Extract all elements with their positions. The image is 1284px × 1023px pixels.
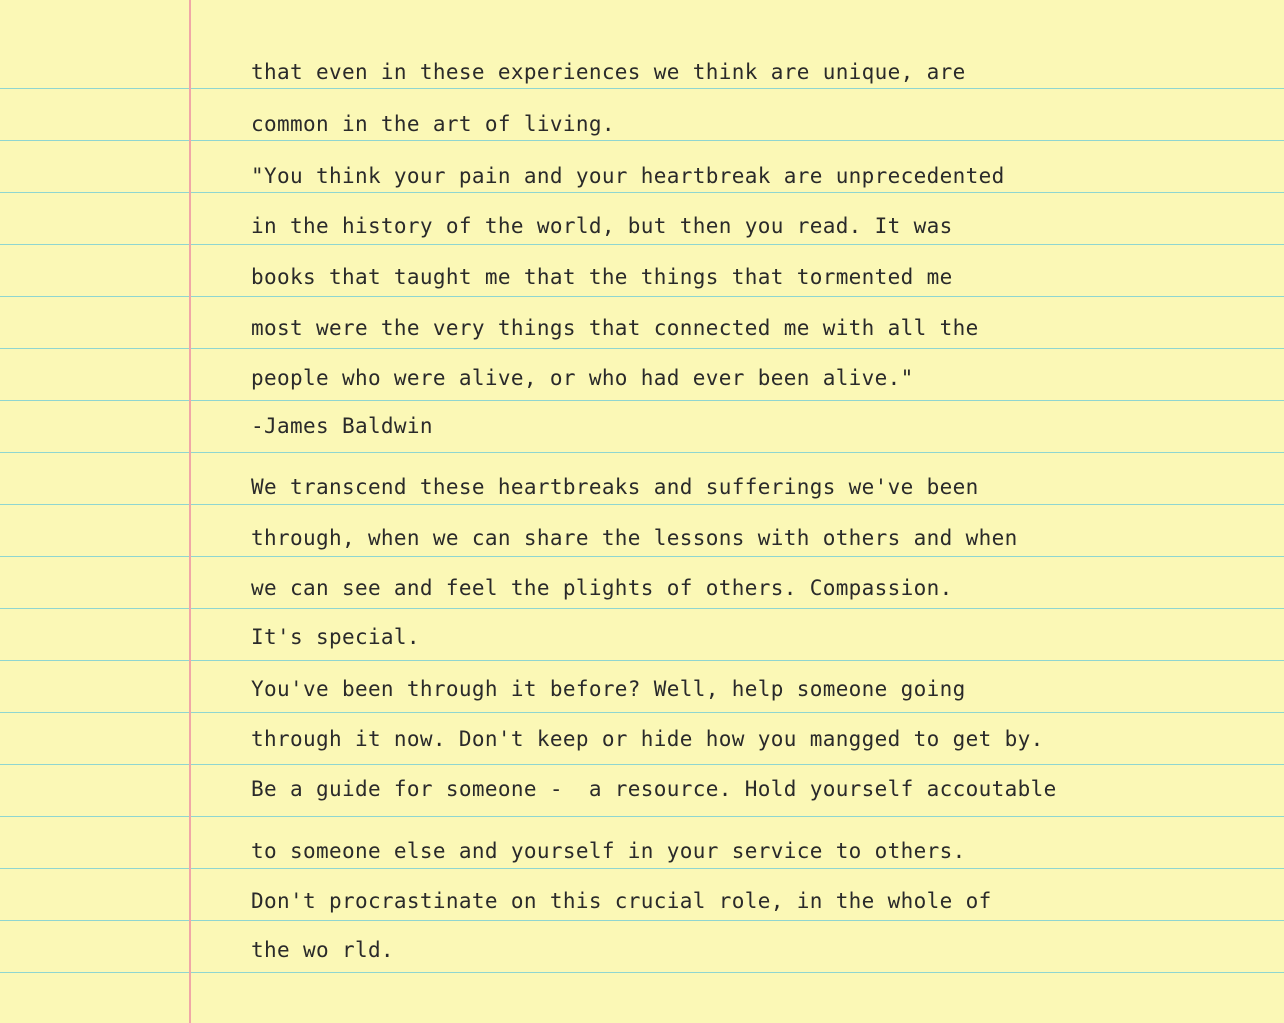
ruled-line (0, 660, 1284, 661)
typed-line-17: Don't procrastinate on this crucial role, in the whole of (251, 889, 992, 913)
typed-line-5: books that taught me that the things that tormented me (251, 265, 953, 289)
ruled-line (0, 764, 1284, 765)
typed-line-13: You've been through it before? Well, help someone going (251, 677, 966, 701)
typed-line-2: common in the art of living. (251, 112, 615, 136)
typed-line-9: We transcend these heartbreaks and sufferings we've been (251, 475, 979, 499)
ruled-line (0, 244, 1284, 245)
ruled-line (0, 348, 1284, 349)
quote-attribution: -James Baldwin (251, 414, 433, 438)
ruled-line (0, 140, 1284, 141)
ruled-line (0, 608, 1284, 609)
typed-line-14: through it now. Don't keep or hide how you mangged to get by. (251, 727, 1044, 751)
ruled-line (0, 192, 1284, 193)
typed-line-4: in the history of the world, but then you read. It was (251, 214, 953, 238)
ruled-line (0, 712, 1284, 713)
ruled-line (0, 920, 1284, 921)
ruled-line (0, 556, 1284, 557)
ruled-line (0, 972, 1284, 973)
typed-line-11: we can see and feel the plights of others. Compassion. (251, 576, 953, 600)
typed-line-18: the wo rld. (251, 938, 394, 962)
margin-line (189, 0, 191, 1023)
ruled-line (0, 868, 1284, 869)
ruled-line (0, 400, 1284, 401)
typed-line-1: that even in these experiences we think are unique, are (251, 60, 966, 84)
ruled-line (0, 816, 1284, 817)
typed-line-6: most were the very things that connected me with all the (251, 316, 979, 340)
ruled-line (0, 88, 1284, 89)
ruled-line (0, 296, 1284, 297)
typed-line-16: to someone else and yourself in your service to others. (251, 839, 966, 863)
typed-line-10: through, when we can share the lessons with others and when (251, 526, 1018, 550)
typed-line-15: Be a guide for someone - a resource. Hold yourself accoutable (251, 777, 1057, 801)
ruled-line (0, 452, 1284, 453)
typed-line-3: "You think your pain and your heartbreak are unprecedented (251, 164, 1005, 188)
typed-line-12: It's special. (251, 625, 420, 649)
ruled-line (0, 504, 1284, 505)
typed-line-7: people who were alive, or who had ever been alive." (251, 366, 914, 390)
